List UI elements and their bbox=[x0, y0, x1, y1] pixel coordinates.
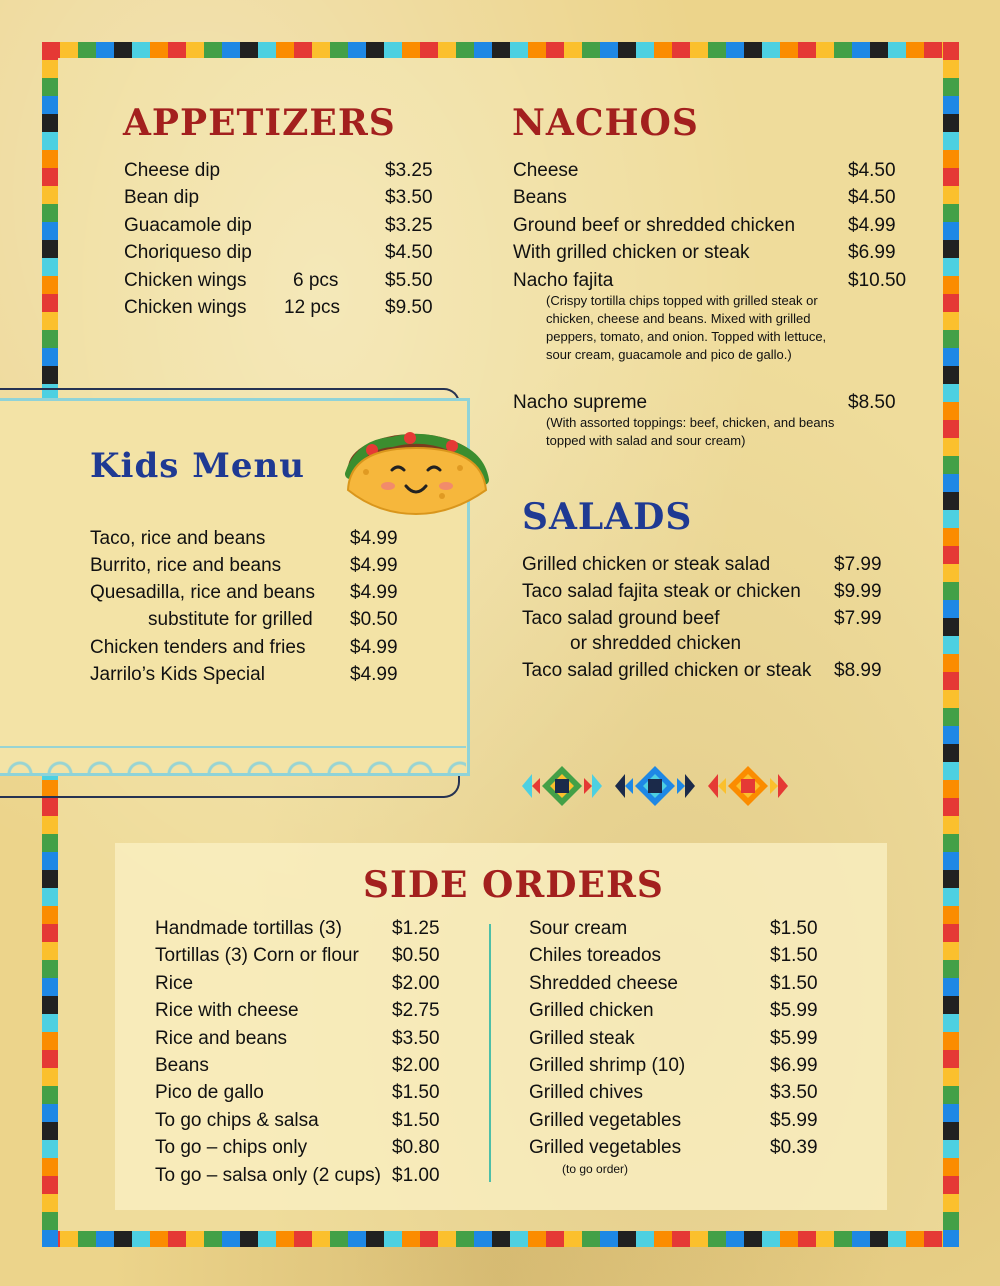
side-item-name: Handmade tortillas (3) bbox=[155, 918, 342, 939]
side-item-name: Shredded cheese bbox=[529, 973, 678, 994]
appetizer-price: $3.25 bbox=[385, 160, 433, 181]
salad-price: $7.99 bbox=[834, 608, 882, 629]
nacho-price: $10.50 bbox=[848, 270, 907, 291]
side-item-price: $0.50 bbox=[392, 945, 440, 966]
side-item-price: $1.50 bbox=[392, 1110, 440, 1131]
kids-item-name: Quesadilla, rice and beans bbox=[90, 582, 315, 603]
nacho-name: Ground beef or shredded chicken bbox=[513, 215, 796, 236]
kids-item-name: Jarrilo’s Kids Special bbox=[90, 664, 265, 685]
side-item-price: $1.50 bbox=[770, 945, 818, 966]
appetizer-price: $4.50 bbox=[385, 242, 433, 263]
nacho-price: $6.99 bbox=[848, 242, 896, 263]
side-item-price: $1.50 bbox=[770, 973, 818, 994]
side-item-name: Rice with cheese bbox=[155, 1000, 299, 1021]
side-item-name: Sour cream bbox=[529, 918, 628, 939]
salad-price: $9.99 bbox=[834, 581, 882, 602]
appetizer-qty: 6 pcs bbox=[293, 270, 339, 291]
side-item-price: $5.99 bbox=[770, 1028, 818, 1049]
salad-name: Taco salad fajita steak or chicken bbox=[522, 581, 801, 602]
nacho-name: Beans bbox=[513, 187, 567, 208]
side-item-name: Rice bbox=[155, 973, 194, 994]
side-item-price: $5.99 bbox=[770, 1000, 818, 1021]
kids-item-name: Burrito, rice and beans bbox=[90, 555, 282, 576]
side-item-name: Grilled chives bbox=[529, 1082, 644, 1103]
side-item-price: $1.25 bbox=[392, 918, 440, 939]
aztec-motif-green-icon bbox=[522, 764, 602, 808]
kids-item-price: $4.99 bbox=[350, 664, 398, 685]
side-item-name: Grilled shrimp (10) bbox=[529, 1055, 686, 1076]
aztec-motif-blue-icon bbox=[615, 764, 695, 808]
nacho-fajita-description: (Crispy tortilla chips topped with grilled steak or chicken, cheese and beans. Mixed with grilled peppers, tomato, and onion. Topped with lettuce, sour cream, guacamole and pico de gallo.) bbox=[546, 293, 827, 362]
side-item-name: Tortillas (3) Corn or flour bbox=[155, 945, 359, 966]
side-item-name: Rice and beans bbox=[155, 1028, 288, 1049]
appetizer-name: Bean dip bbox=[124, 187, 200, 208]
appetizer-price: $3.50 bbox=[385, 187, 433, 208]
side-item-price: $2.00 bbox=[392, 1055, 440, 1076]
appetizer-name: Chicken wings bbox=[124, 297, 247, 318]
salad-name: Taco salad grilled chicken or steak bbox=[522, 660, 812, 681]
salad-price: $8.99 bbox=[834, 660, 882, 681]
side-item-name: To go chips & salsa bbox=[155, 1110, 319, 1131]
kids-item-price: $4.99 bbox=[350, 555, 398, 576]
side-item-price: $2.00 bbox=[392, 973, 440, 994]
appetizer-price: $9.50 bbox=[385, 297, 433, 318]
side-item-price: $0.39 bbox=[770, 1137, 818, 1158]
nacho-price: $4.99 bbox=[848, 215, 896, 236]
kids-item-price: $0.50 bbox=[350, 609, 398, 630]
side-item-name: Pico de gallo bbox=[155, 1082, 264, 1103]
side-item-name: Beans bbox=[155, 1055, 209, 1076]
appetizer-name: Guacamole dip bbox=[124, 215, 252, 236]
side-item-price: $3.50 bbox=[392, 1028, 440, 1049]
nacho-name: Nacho fajita bbox=[513, 270, 614, 291]
salad-price: $7.99 bbox=[834, 554, 882, 575]
side-item-name: Grilled vegetables bbox=[529, 1137, 682, 1158]
side-orders-divider bbox=[489, 924, 491, 1182]
side-item-name: Chiles toreados bbox=[529, 945, 662, 966]
nacho-price: $4.50 bbox=[848, 160, 896, 181]
to-go-order-note: (to go order) bbox=[562, 1162, 629, 1176]
side-item-price: $1.50 bbox=[770, 918, 818, 939]
border-right bbox=[943, 42, 959, 1247]
side-item-price: $3.50 bbox=[770, 1082, 818, 1103]
appetizer-name: Choriqueso dip bbox=[124, 242, 252, 263]
nacho-name: Nacho supreme bbox=[513, 392, 648, 413]
side-item-name: To go – salsa only (2 cups) bbox=[155, 1165, 382, 1186]
nacho-price: $8.50 bbox=[848, 392, 896, 413]
appetizer-name: Chicken wings bbox=[124, 270, 247, 291]
side-orders-title: SIDE ORDERS bbox=[363, 864, 664, 906]
border-bottom bbox=[42, 1231, 959, 1247]
nachos-title: NACHOS bbox=[512, 102, 699, 144]
side-item-price: $1.50 bbox=[392, 1082, 440, 1103]
side-item-name: Grilled steak bbox=[529, 1028, 635, 1049]
salad-name: Taco salad ground beef bbox=[522, 608, 720, 629]
appetizer-price: $5.50 bbox=[385, 270, 433, 291]
side-item-price: $5.99 bbox=[770, 1110, 818, 1131]
taco-mascot-icon bbox=[342, 428, 492, 520]
appetizer-price: $3.25 bbox=[385, 215, 433, 236]
side-item-price: $2.75 bbox=[392, 1000, 440, 1021]
salads-title: SALADS bbox=[522, 496, 693, 538]
side-item-name: Grilled chicken bbox=[529, 1000, 654, 1021]
nacho-name: With grilled chicken or steak bbox=[513, 242, 750, 263]
kids-item-price: $4.99 bbox=[350, 582, 398, 603]
nacho-name: Cheese bbox=[513, 160, 579, 181]
kids-item-price: $4.99 bbox=[350, 528, 398, 549]
side-item-price: $6.99 bbox=[770, 1055, 818, 1076]
nacho-price: $4.50 bbox=[848, 187, 896, 208]
kids-panel-pattern bbox=[0, 744, 466, 774]
side-item-price: $0.80 bbox=[392, 1137, 440, 1158]
kids-item-price: $4.99 bbox=[350, 637, 398, 658]
border-top bbox=[42, 42, 959, 58]
kids-item-name: substitute for grilled bbox=[148, 609, 313, 630]
side-item-name: Grilled vegetables bbox=[529, 1110, 682, 1131]
aztec-motif-red-icon bbox=[708, 764, 788, 808]
kids-menu-title: Kids Menu bbox=[90, 446, 305, 486]
salad-name: or shredded chicken bbox=[570, 633, 742, 654]
appetizers-title: APPETIZERS bbox=[123, 102, 396, 144]
appetizer-qty: 12 pcs bbox=[284, 297, 340, 318]
side-item-price: $1.00 bbox=[392, 1165, 440, 1186]
salad-name: Grilled chicken or steak salad bbox=[522, 554, 771, 575]
side-item-name: To go – chips only bbox=[155, 1137, 308, 1158]
kids-item-name: Chicken tenders and fries bbox=[90, 637, 306, 658]
appetizer-name: Cheese dip bbox=[124, 160, 221, 181]
nacho-supreme-description: (With assorted toppings: beef, chicken, and beans topped with salad and sour cream) bbox=[546, 415, 835, 448]
kids-item-name: Taco, rice and beans bbox=[90, 528, 266, 549]
